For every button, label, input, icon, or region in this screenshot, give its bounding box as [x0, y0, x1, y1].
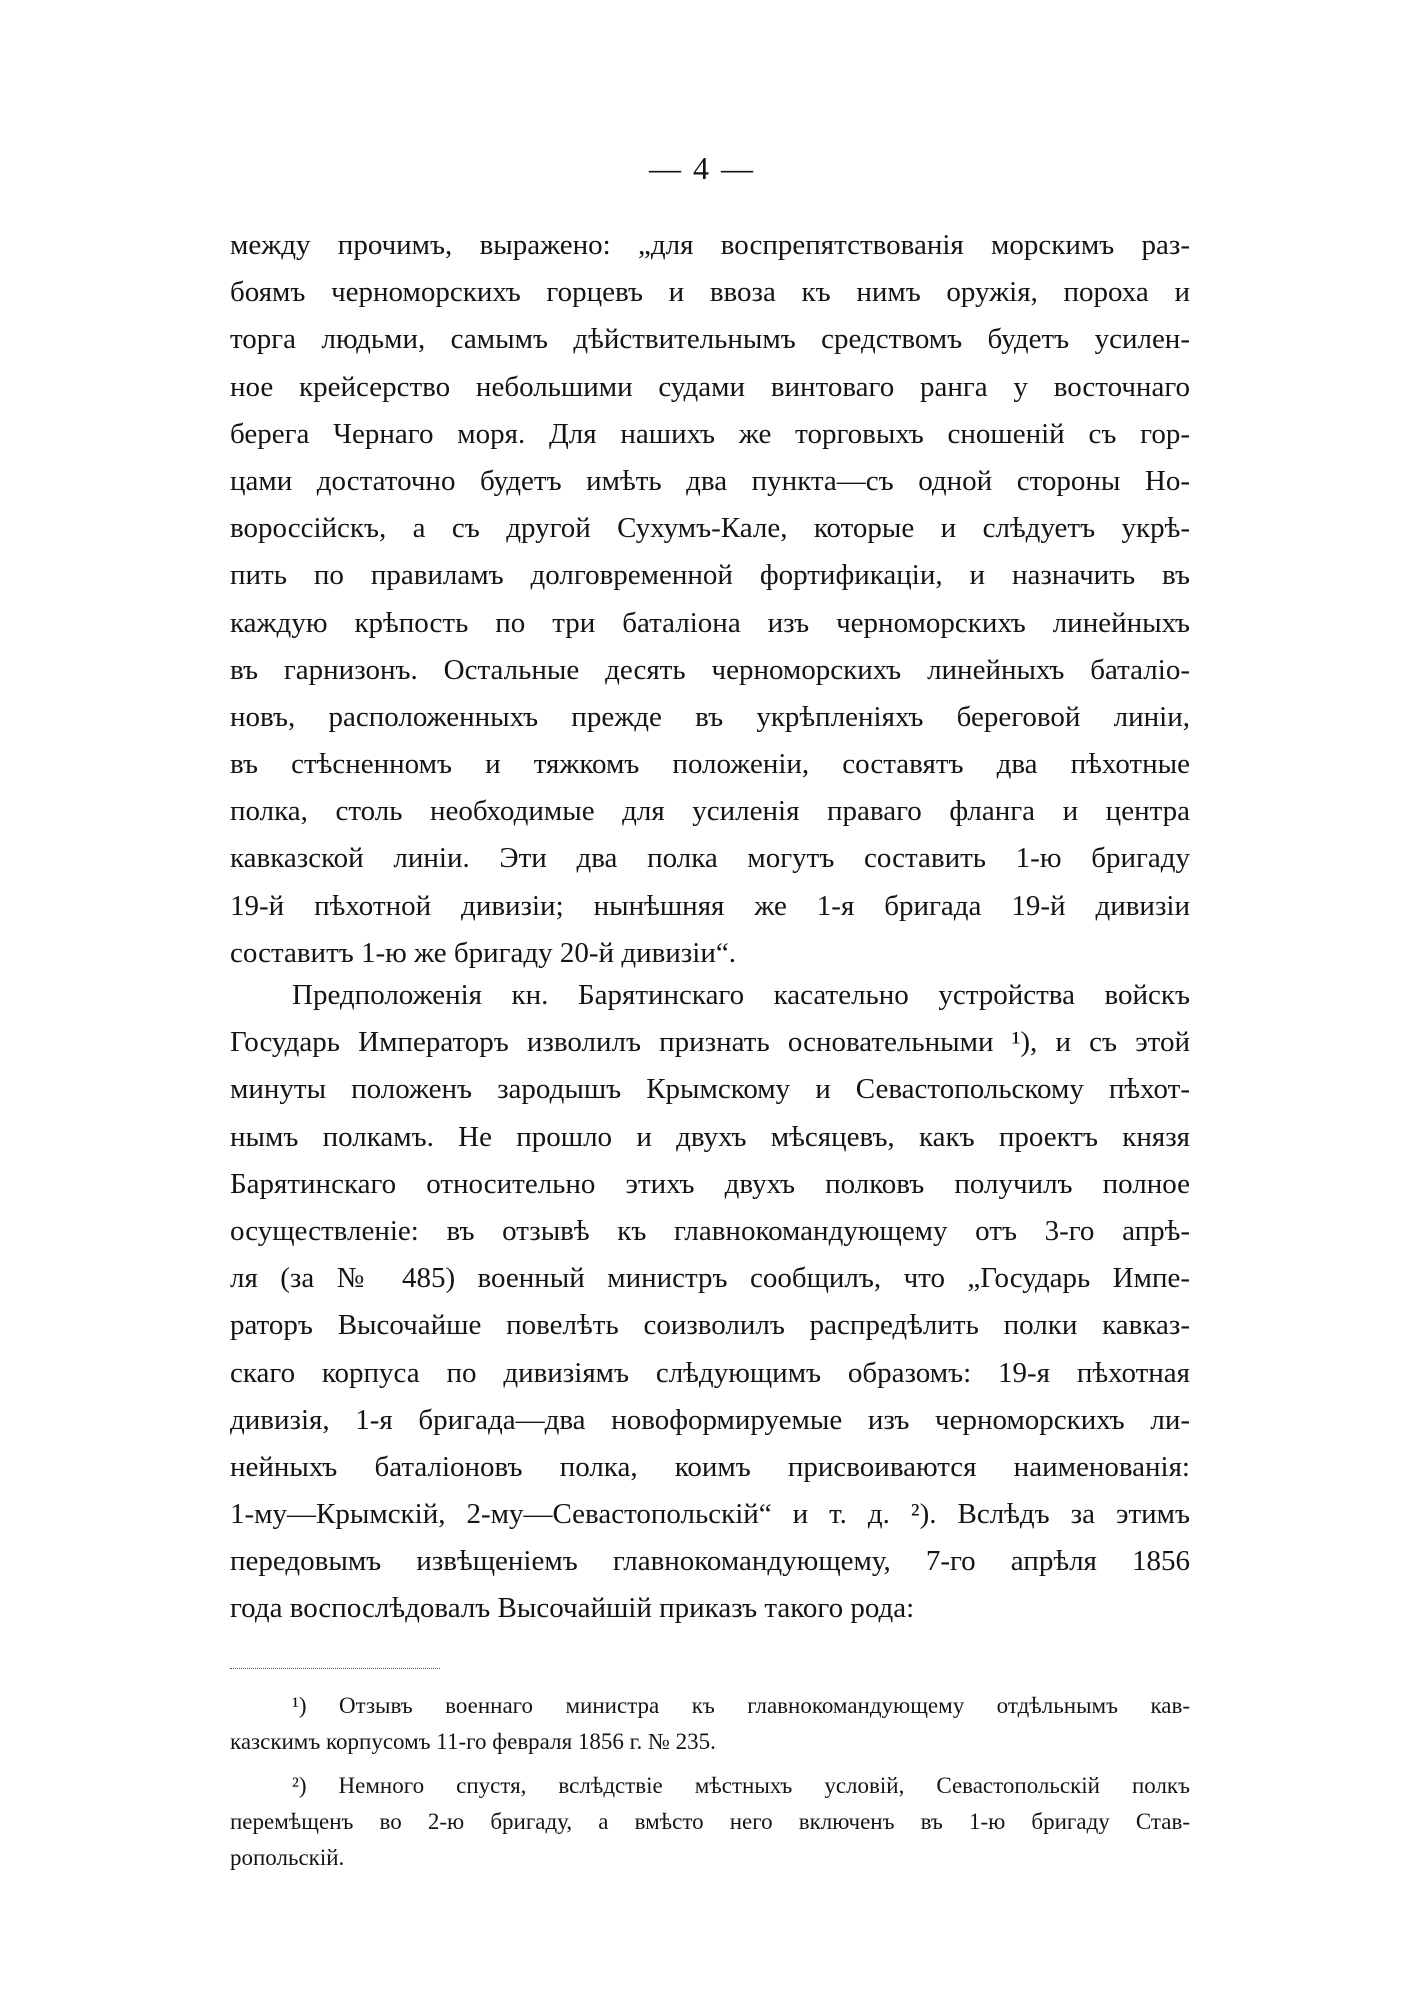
text-line: пить по правиламъ долговременной фортификаціи, и назначить въ [230, 559, 1190, 592]
text-line: цами достаточно будетъ имѣть два пункта—съ одной стороны Но- [230, 464, 1190, 497]
text-line: 1-му—Крымскій, 2-му—Севастопольскій“ и т. д. ²). Вслѣдъ за этимъ [230, 1498, 1190, 1531]
text-line: Барятинскаго относительно этихъ двухъ полковъ получилъ полное [230, 1167, 1190, 1200]
text-line: 19-й пѣхотной дивизіи; нынѣшняя же 1-я бригада 19-й дивизіи [230, 889, 1190, 922]
text-line: года воспослѣдовалъ Высочайшій приказъ такого рода: [230, 1592, 915, 1625]
text-line: въ гарнизонъ. Остальные десять черноморскихъ линейныхъ баталіо- [230, 653, 1190, 686]
text-line: нейныхъ баталіоновъ полка, коимъ присвоиваются наименованія: [230, 1450, 1190, 1483]
text-line: каждую крѣпость по три баталіона изъ черноморскихъ линейныхъ [230, 606, 1190, 639]
footnote-line: ¹) Отзывъ военнаго министра къ главнокомандующему отдѣльнымъ кав- [292, 1693, 1190, 1718]
text-line: новъ, расположенныхъ прежде въ укрѣпленіяхъ береговой линіи, [230, 700, 1190, 733]
footnote-line: ропольскій. [230, 1845, 345, 1870]
text-line: дивизія, 1-я бригада—два новоформируемые изъ черноморскихъ ли- [230, 1403, 1190, 1436]
page-number: — 4 — [649, 150, 755, 186]
paragraph-2 [230, 972, 1190, 1633]
text-line: минуты положенъ зародышъ Крымскому и Севастопольскому пѣхот- [230, 1073, 1190, 1106]
text-line: въ стѣсненномъ и тяжкомъ положеніи, составятъ два пѣхотные [230, 748, 1190, 781]
text-line: ля (за № 485) военный министръ сообщилъ, что „Государь Импе- [230, 1262, 1190, 1295]
text-line: полка, столь необходимые для усиленія праваго фланга и центра [230, 795, 1190, 828]
footnote-line: казскимъ корпусомъ 11-го февраля 1856 г. № 235. [230, 1729, 716, 1754]
text-line: берега Чернаго моря. Для нашихъ же торговыхъ сношеній съ гор- [230, 417, 1190, 450]
text-line: ное крейсерство небольшими судами винтоваго ранга у восточнаго [230, 370, 1190, 403]
text-line: скаго корпуса по дивизіямъ слѣдующимъ образомъ: 19-я пѣхотная [230, 1356, 1190, 1389]
text-line: кавказской линіи. Эти два полка могутъ составить 1-ю бригаду [230, 842, 1190, 875]
text-line: Предположенія кн. Барятинскаго касательно устройства войскъ [292, 979, 1190, 1011]
text-line: торга людьми, самымъ дѣйствительнымъ средствомъ будетъ усилен- [230, 323, 1190, 356]
text-line: между прочимъ, выражено: „для воспрепятствованія морскимъ раз- [230, 229, 1190, 261]
text-line: Государь Императоръ изволилъ признать основательными ¹), и съ этой [230, 1026, 1190, 1059]
footnotes [230, 1688, 1190, 1876]
text-line: боямъ черноморскихъ горцевъ и ввоза къ нимъ оружія, пороха и [230, 276, 1190, 309]
text-line: нымъ полкамъ. Не прошло и двухъ мѣсяцевъ, какъ проектъ князя [230, 1120, 1190, 1153]
footnote-divider [230, 1668, 440, 1669]
text-line: передовымъ извѣщеніемъ главнокомандующему, 7-го апрѣля 1856 [230, 1545, 1190, 1578]
text-line: вороссійскъ, а съ другой Сухумъ-Кале, которые и слѣдуетъ укрѣ- [230, 512, 1190, 545]
text-line: осуществленіе: въ отзывѣ къ главнокомандующему отъ 3-го апрѣ- [230, 1214, 1190, 1247]
text-line: составитъ 1-ю же бригаду 20-й дивизіи“. [230, 936, 736, 969]
footnote-line: перемѣщенъ во 2-ю бригаду, а вмѣсто него включенъ въ 1-ю бригаду Став- [230, 1809, 1190, 1834]
text-line: раторъ Высочайше повелѣть соизволилъ распредѣлить полки кавказ- [230, 1309, 1190, 1342]
footnote-line: ²) Немного спустя, вслѣдствіе мѣстныхъ условій, Севастопольскій полкъ [292, 1773, 1190, 1798]
paragraph-1 [230, 222, 1190, 977]
